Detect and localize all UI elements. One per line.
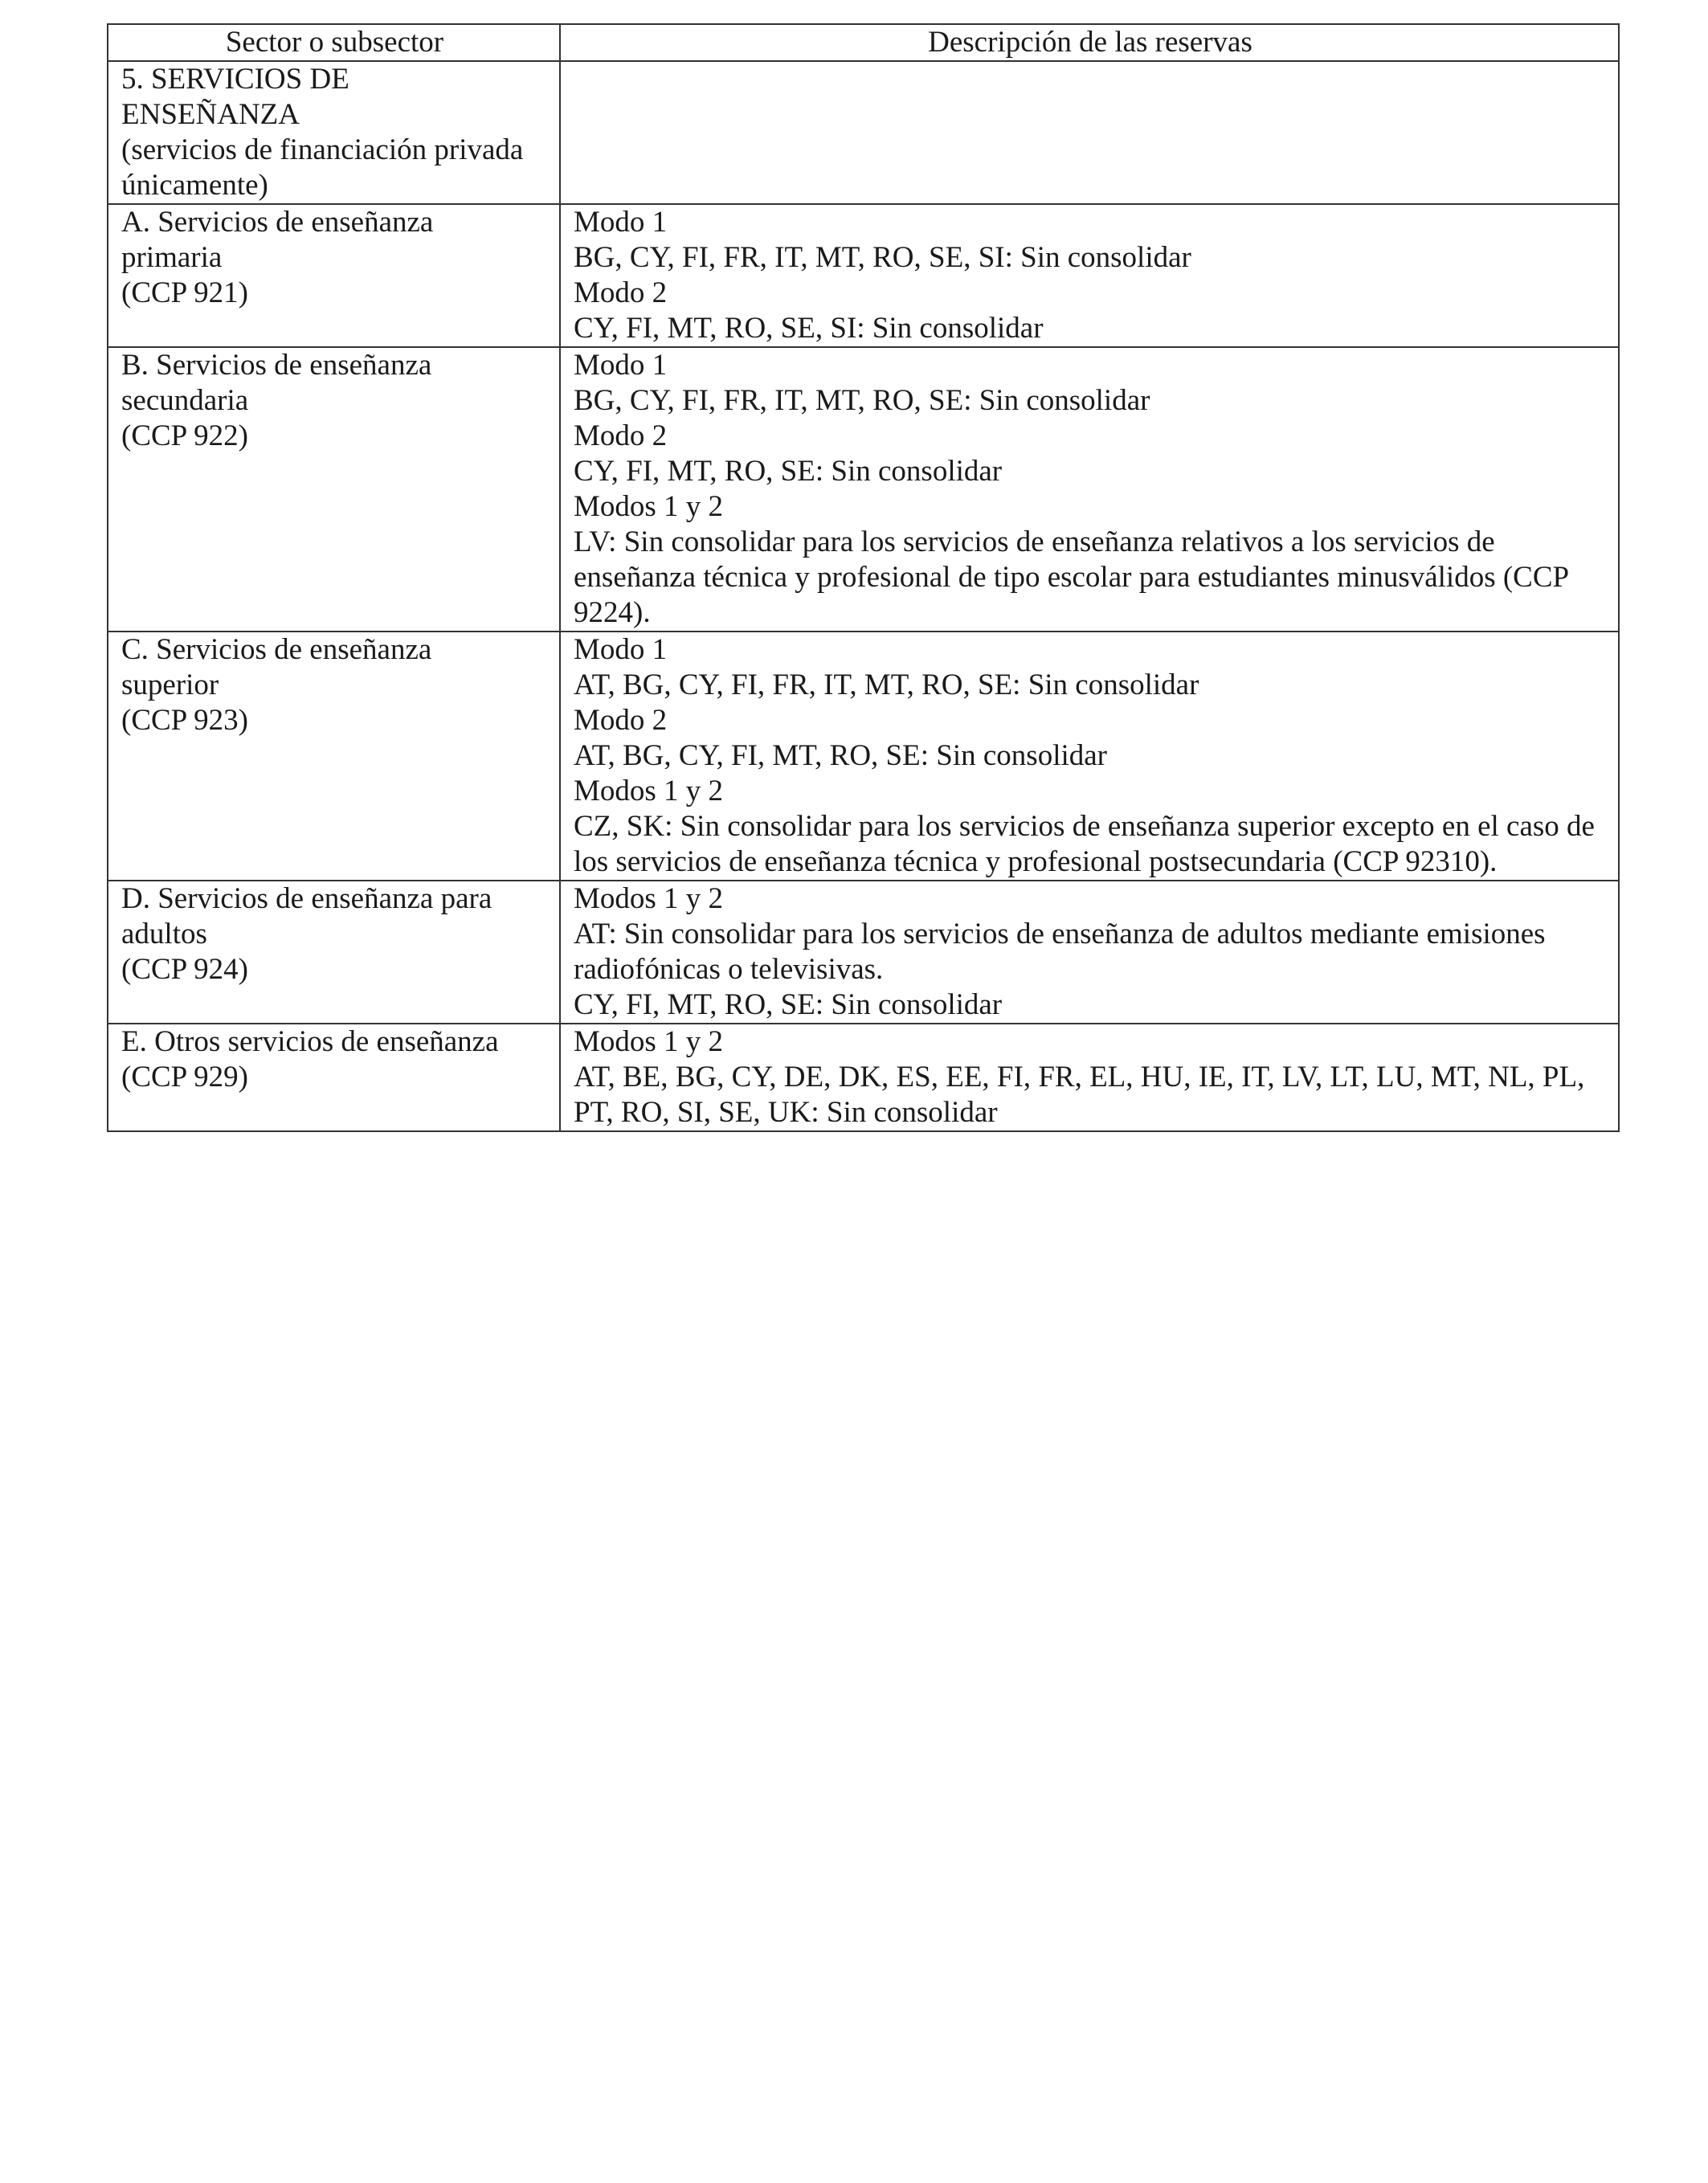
- description-line: AT: Sin consolidar para los servicios de enseñanza de adultos mediante emisiones radiofónicas o televisivas.: [574, 918, 1546, 986]
- sector-line: adultos: [121, 918, 207, 950]
- description-line: CY, FI, MT, RO, SE: Sin consolidar: [574, 988, 1003, 1021]
- sector-line: únicamente): [121, 169, 268, 202]
- table-row: [108, 347, 1619, 632]
- description-line: BG, CY, FI, FR, IT, MT, RO, SE: Sin consolidar: [574, 384, 1150, 417]
- reservations-table: [107, 23, 1620, 1132]
- sector-line: primaria: [121, 241, 223, 274]
- description-line: AT, BE, BG, CY, DE, DK, ES, EE, FI, FR, EL, HU, IE, IT, LV, LT, LU, MT, NL, PL, PT, RO, SI, SE, UK: Sin consolidar: [574, 1061, 1585, 1129]
- description-line: LV: Sin consolidar para los servicios de enseñanza relativos a los servicios de enseñanza técnica y profesional de tipo escolar para estudiantes minusválidos (CCP 9224).: [574, 525, 1568, 629]
- sector-cell: [108, 632, 560, 881]
- sector-line: (servicios de financiación privada: [121, 133, 524, 166]
- description-line: Modo 2: [574, 276, 668, 309]
- sector-line: secundaria: [121, 384, 249, 417]
- sector-cell: [108, 61, 560, 204]
- sector-cell: [108, 881, 560, 1024]
- description-line: Modo 1: [574, 206, 668, 239]
- table-row: [108, 881, 1619, 1024]
- sector-line: (CCP 923): [121, 704, 248, 737]
- description-line: AT, BG, CY, FI, MT, RO, SE: Sin consolidar: [574, 739, 1107, 772]
- description-cell: [560, 204, 1619, 347]
- sector-line: superior: [121, 668, 219, 701]
- table-row: [108, 632, 1619, 881]
- table-header-row: [108, 24, 1619, 61]
- sector-line: B. Servicios de enseñanza: [121, 349, 432, 382]
- sector-cell: [108, 347, 560, 632]
- table-row: [108, 204, 1619, 347]
- description-line: BG, CY, FI, FR, IT, MT, RO, SE, SI: Sin consolidar: [574, 241, 1191, 274]
- sector-line: 5. SERVICIOS DE: [121, 63, 349, 96]
- description-line: Modo 2: [574, 419, 668, 452]
- description-line: CZ, SK: Sin consolidar para los servicios de enseñanza superior excepto en el caso de los servicios de enseñanza técnica y profesional postsecundaria (CCP 92310).: [574, 810, 1595, 878]
- sector-line: (CCP 922): [121, 419, 248, 452]
- description-line: Modos 1 y 2: [574, 882, 724, 915]
- description-line: CY, FI, MT, RO, SE: Sin consolidar: [574, 455, 1003, 488]
- description-cell: [560, 1024, 1619, 1131]
- column-header-sector: Sector o subsector: [108, 24, 560, 61]
- sector-line: C. Servicios de enseñanza: [121, 633, 432, 666]
- table-row: [108, 1024, 1619, 1131]
- sector-line: (CCP 924): [121, 953, 248, 986]
- sector-line: (CCP 929): [121, 1061, 248, 1094]
- description-cell: [560, 61, 1619, 204]
- description-line: Modo 1: [574, 349, 668, 382]
- description-line: Modos 1 y 2: [574, 1025, 724, 1058]
- description-line: Modos 1 y 2: [574, 490, 724, 523]
- description-cell: [560, 347, 1619, 632]
- description-line: Modo 1: [574, 633, 668, 666]
- description-line: CY, FI, MT, RO, SE, SI: Sin consolidar: [574, 312, 1044, 345]
- sector-cell: [108, 204, 560, 347]
- sector-cell: [108, 1024, 560, 1131]
- table-row: [108, 61, 1619, 204]
- column-header-description: Descripción de las reservas: [560, 24, 1619, 61]
- description-cell: [560, 881, 1619, 1024]
- sector-line: D. Servicios de enseñanza para: [121, 882, 492, 915]
- sector-line: (CCP 921): [121, 276, 248, 309]
- sector-line: E. Otros servicios de enseñanza: [121, 1025, 499, 1058]
- description-line: Modo 2: [574, 704, 668, 737]
- description-line: AT, BG, CY, FI, FR, IT, MT, RO, SE: Sin consolidar: [574, 668, 1199, 701]
- sector-line: A. Servicios de enseñanza: [121, 206, 434, 239]
- description-cell: [560, 632, 1619, 881]
- description-line: Modos 1 y 2: [574, 775, 724, 807]
- sector-line: ENSEÑANZA: [121, 98, 300, 131]
